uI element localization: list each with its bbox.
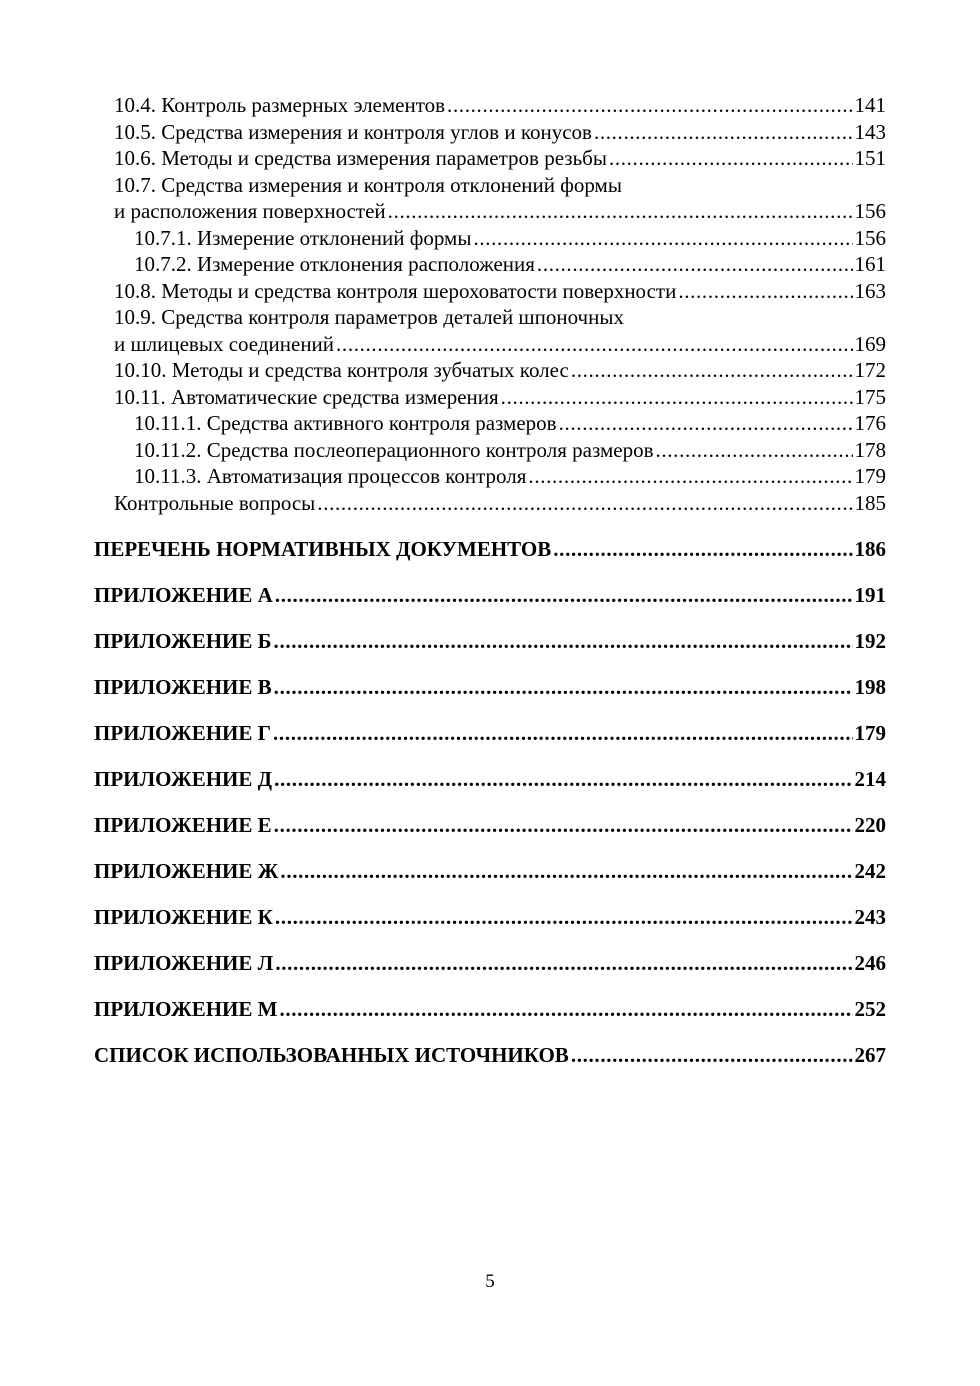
dot-leader	[275, 950, 852, 976]
toc-entry-page: 192	[854, 629, 886, 653]
dot-leader	[274, 628, 853, 654]
toc-entry-appendix-k[interactable]	[94, 904, 886, 930]
toc-entry-title: ПРИЛОЖЕНИЕ Е	[94, 813, 272, 837]
toc-entry-page: 156	[854, 199, 886, 223]
toc-entry-appendix-d[interactable]	[94, 766, 886, 792]
toc-entry-10-11-1[interactable]	[94, 410, 886, 437]
dot-leader	[275, 582, 853, 608]
toc-entry-title: ПРИЛОЖЕНИЕ Г	[94, 721, 272, 745]
toc-entry-title: 10.11. Автоматические средства измерения	[114, 384, 499, 409]
dot-leader	[559, 410, 853, 437]
toc-entry-appendix-a[interactable]	[94, 582, 886, 608]
toc-entry-title: 10.7.1. Измерение отклонений формы	[134, 225, 472, 250]
toc-entry-10-11-2[interactable]	[94, 437, 886, 464]
toc-entry-10-9[interactable]	[94, 331, 886, 358]
toc-entry-title: ПРИЛОЖЕНИЕ Л	[94, 951, 274, 975]
toc-entry-appendix-zh[interactable]	[94, 858, 886, 884]
toc-entry-page: 242	[854, 859, 886, 883]
toc-entry-review-questions[interactable]	[94, 490, 886, 517]
toc-entry-appendix-v[interactable]	[94, 674, 886, 700]
toc-entry-page: 246	[854, 951, 886, 975]
dot-leader	[594, 119, 853, 146]
toc-entry-title: СПИСОК ИСПОЛЬЗОВАННЫХ ИСТОЧНИКОВ	[94, 1043, 569, 1067]
toc-entry-10-8[interactable]	[94, 278, 886, 305]
toc-entry-page: 186	[854, 537, 886, 561]
toc-entry-page: 141	[854, 93, 886, 117]
toc-entry-title: 10.6. Методы и средства измерения параметров резьбы	[114, 146, 607, 170]
dot-leader	[447, 92, 852, 119]
toc-entry-page: 179	[854, 464, 886, 488]
dot-leader	[655, 437, 852, 464]
dot-leader	[274, 812, 853, 838]
toc-entry-page: 178	[854, 437, 886, 462]
toc-entry-page: 176	[854, 411, 886, 435]
toc-entry-10-9-line1[interactable]: 10.9. Средства контроля параметров деталей шпоночных	[114, 305, 624, 329]
toc-entry-appendix-g[interactable]	[94, 720, 886, 746]
toc-entry-title: 10.11.1. Средства активного контроля размеров	[134, 411, 557, 435]
dot-leader	[609, 145, 853, 172]
toc-entry-page: 191	[854, 583, 886, 607]
toc-entry-10-4[interactable]	[94, 92, 886, 119]
table-of-contents	[94, 92, 886, 1068]
dot-leader	[280, 858, 852, 884]
toc-entry-title: ПРИЛОЖЕНИЕ Ж	[94, 859, 279, 883]
toc-entry-page: 169	[854, 331, 886, 356]
page-number: 5	[485, 1271, 495, 1292]
toc-entry-title: и шлицевых соединений	[114, 331, 335, 356]
toc-entry-title: 10.7.2. Измерение отклонения расположения	[134, 252, 535, 276]
toc-entry-title: 10.10. Методы и средства контроля зубчатых колес	[114, 358, 569, 382]
dot-leader	[553, 536, 852, 562]
toc-entry-10-7-line1[interactable]: 10.7. Средства измерения и контроля отклонений формы	[114, 172, 622, 197]
toc-entry-10-11[interactable]	[94, 384, 886, 411]
dot-leader	[274, 766, 852, 792]
dot-leader	[273, 720, 852, 746]
toc-entry-title: ПРИЛОЖЕНИЕ К	[94, 905, 273, 929]
toc-entry-title: 10.5. Средства измерения и контроля углов и конусов	[114, 119, 592, 144]
toc-entry-title: ПЕРЕЧЕНЬ НОРМАТИВНЫХ ДОКУМЕНТОВ	[94, 537, 552, 561]
toc-entry-normative-documents[interactable]	[94, 536, 886, 562]
toc-entry-10-6[interactable]	[94, 145, 886, 172]
toc-entry-page: 179	[854, 721, 886, 745]
toc-entry-10-11-3[interactable]	[94, 463, 886, 490]
toc-entry-appendix-m[interactable]	[94, 996, 886, 1022]
toc-entry-title: 10.4. Контроль размерных элементов	[114, 93, 446, 117]
dot-leader	[678, 278, 852, 305]
toc-entry-title: ПРИЛОЖЕНИЕ М	[94, 997, 278, 1021]
toc-entry-appendix-b[interactable]	[94, 628, 886, 654]
toc-entry-title: ПРИЛОЖЕНИЕ Д	[94, 767, 273, 791]
dot-leader	[501, 384, 853, 411]
dot-leader	[537, 251, 853, 278]
toc-entry-page: 156	[854, 225, 886, 250]
toc-entry-page: 243	[854, 905, 886, 929]
toc-entry-page: 252	[854, 997, 886, 1021]
dot-leader	[571, 1042, 853, 1068]
toc-entry-page: 151	[854, 146, 886, 170]
toc-entry-appendix-e[interactable]	[94, 812, 886, 838]
toc-entry-10-10[interactable]	[94, 357, 886, 384]
dot-leader	[279, 996, 852, 1022]
toc-entry-title: 10.11.2. Средства послеоперационного контроля размеров	[134, 437, 654, 462]
toc-entry-page: 220	[854, 813, 886, 837]
toc-entry-10-7[interactable]	[94, 198, 886, 225]
toc-entry-title: и расположения поверхностей	[114, 199, 386, 223]
toc-entry-10-5[interactable]	[94, 119, 886, 146]
dot-leader	[473, 225, 852, 252]
toc-entry-page: 163	[854, 278, 886, 303]
toc-entry-page: 175	[854, 384, 886, 409]
dot-leader	[274, 674, 853, 700]
toc-entry-page: 161	[854, 252, 886, 276]
toc-entry-references[interactable]	[94, 1042, 886, 1068]
dot-leader	[275, 904, 853, 930]
dot-leader	[528, 463, 852, 490]
toc-entry-page: 172	[854, 358, 886, 382]
dot-leader	[388, 198, 853, 225]
toc-entry-title: 10.11.3. Автоматизация процессов контроля	[134, 464, 527, 488]
toc-entry-page: 267	[854, 1043, 886, 1067]
toc-entry-title: ПРИЛОЖЕНИЕ В	[94, 675, 272, 699]
toc-entry-page: 143	[854, 119, 886, 144]
toc-entry-page: 198	[854, 675, 886, 699]
toc-entry-10-7-1[interactable]	[94, 225, 886, 252]
toc-entry-page: 185	[854, 490, 886, 515]
toc-entry-title: ПРИЛОЖЕНИЕ Б	[94, 629, 272, 653]
dot-leader	[336, 331, 852, 358]
toc-entry-10-7-2[interactable]	[94, 251, 886, 278]
toc-entry-title: Контрольные вопросы	[114, 490, 316, 515]
dot-leader	[317, 490, 852, 517]
dot-leader	[571, 357, 853, 384]
toc-entry-page: 214	[854, 767, 886, 791]
toc-entry-title: ПРИЛОЖЕНИЕ А	[94, 583, 273, 607]
toc-entry-title: 10.8. Методы и средства контроля шероховатости поверхности	[114, 278, 677, 303]
toc-entry-appendix-l[interactable]	[94, 950, 886, 976]
